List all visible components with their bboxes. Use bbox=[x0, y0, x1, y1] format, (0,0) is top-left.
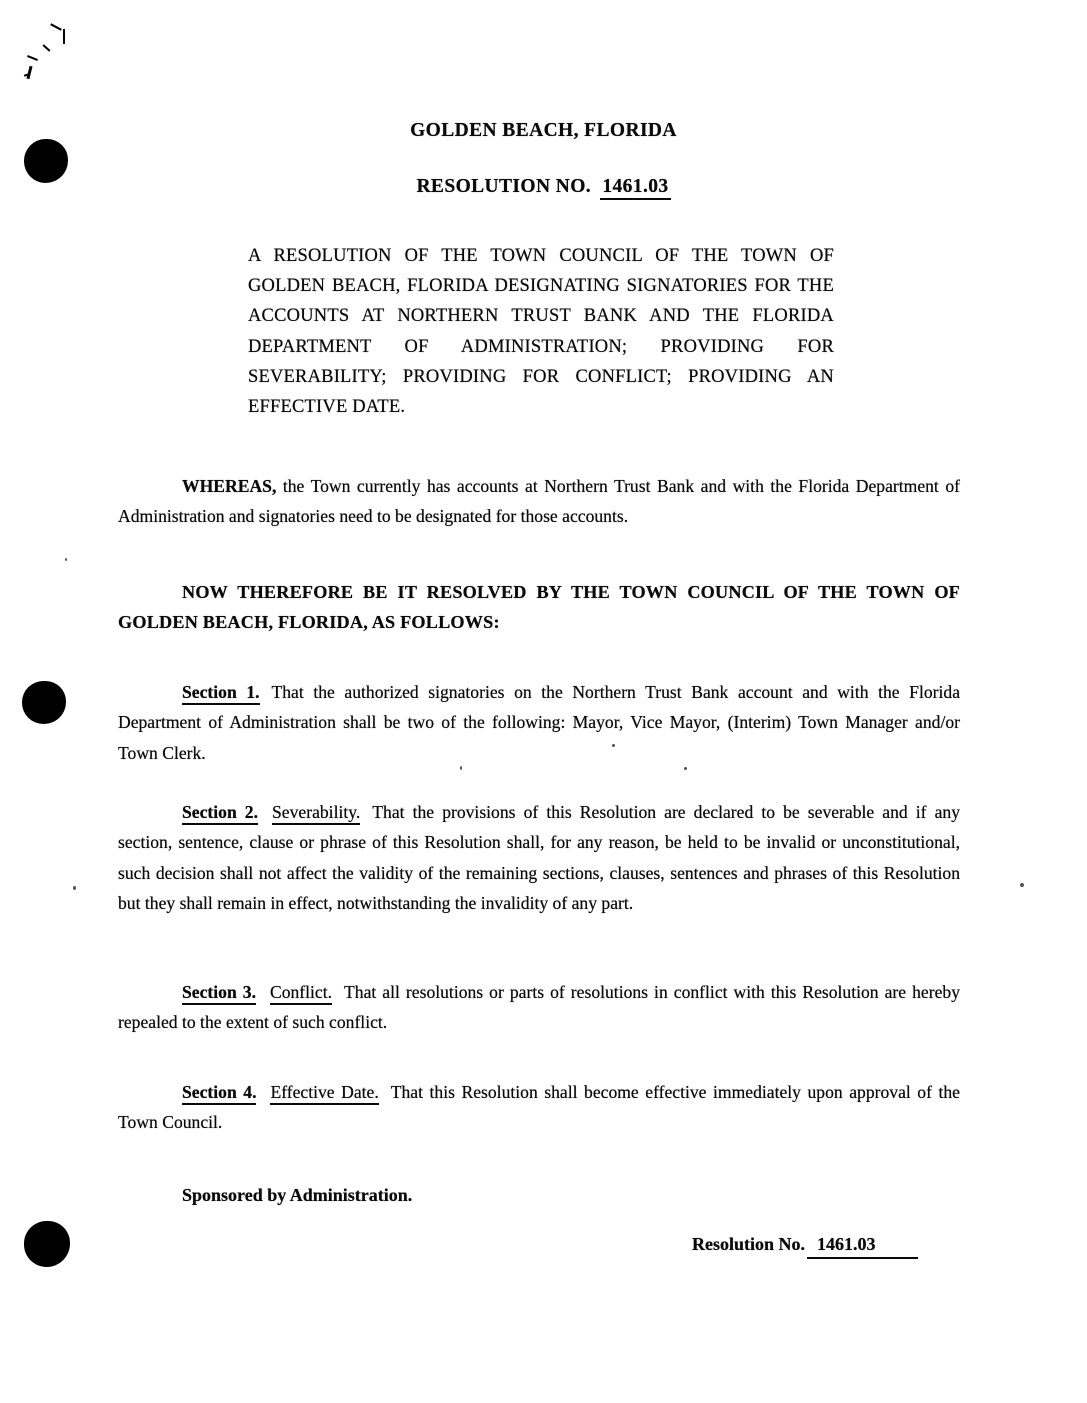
whereas-lead: WHEREAS, bbox=[182, 476, 277, 496]
resolved-clause: NOW THEREFORE BE IT RESOLVED BY THE TOWN COUNCIL OF THE TOWN OF GOLDEN BEACH, FLORIDA, AS FOLLOWS: bbox=[118, 582, 960, 633]
pen-scribble bbox=[50, 23, 62, 30]
section-4-heading: Section 4. bbox=[182, 1082, 256, 1105]
section-4-subheading: Effective Date. bbox=[270, 1082, 378, 1105]
pen-scribble bbox=[42, 44, 50, 52]
section-3-heading: Section 3. bbox=[182, 982, 256, 1005]
resolution-number: 1461.03 bbox=[600, 176, 670, 200]
resolution-label: RESOLUTION NO. bbox=[416, 176, 592, 197]
punch-hole-mark bbox=[22, 681, 66, 724]
scan-speck bbox=[65, 558, 67, 561]
sponsor-line: Sponsored by Administration. bbox=[182, 1185, 413, 1205]
section-3-paragraph bbox=[118, 977, 960, 1038]
section-2-text: That the provisions of this Resolution are declared to be severable and if any section, sentence, clause or phrase of this Resolution shall, for any reason, be held to be invalid or unconstitutional, such decision shall not affect the validity of the remaining sections, clauses, sentences and phrases of this Resolution but they shall remain in effect, notwithstanding the invalidity of any part. bbox=[118, 802, 960, 914]
document-title: GOLDEN BEACH, FLORIDA bbox=[410, 120, 677, 141]
footer-resolution-number bbox=[692, 1234, 918, 1255]
pen-scribble bbox=[63, 29, 65, 44]
resolution-number-heading bbox=[0, 176, 1087, 198]
section-2-paragraph bbox=[118, 797, 960, 919]
section-2-subheading: Severability. bbox=[272, 802, 360, 825]
footer-label: Resolution No. bbox=[692, 1234, 806, 1254]
section-1-heading: Section 1. bbox=[182, 682, 260, 705]
footer-number: 1461.03 bbox=[807, 1234, 918, 1259]
section-3-subheading: Conflict. bbox=[270, 982, 332, 1005]
punch-hole-mark bbox=[24, 1221, 70, 1267]
section-1-text: That the authorized signatories on the Northern Trust Bank account and with the Florida Department of Administration shall be two of the following: Mayor, Vice Mayor, (Interim) Town Manager and/or Town Clerk. bbox=[118, 682, 960, 763]
section-3-text: That all resolutions or parts of resolutions in conflict with this Resolution are hereby repealed to the extent of such conflict. bbox=[118, 982, 960, 1033]
whereas-clause bbox=[118, 471, 960, 532]
scan-speck bbox=[1020, 883, 1024, 887]
pen-scribble bbox=[27, 55, 38, 61]
section-1-paragraph bbox=[118, 677, 960, 768]
whereas-text: the Town currently has accounts at Northern Trust Bank and with the Florida Department of Administration and signatories need to be designated for those accounts. bbox=[118, 476, 960, 527]
resolution-summary: A RESOLUTION OF THE TOWN COUNCIL OF THE TOWN OF GOLDEN BEACH, FLORIDA DESIGNATING SIGNATORIES FOR THE ACCOUNTS AT NORTHERN TRUST BANK AND THE FLORIDA DEPARTMENT OF ADMINISTRATION; PROVIDING FOR SEVERABILITY; PROVIDING FOR CONFLICT; PROVIDING AN EFFECTIVE DATE. bbox=[248, 246, 834, 418]
section-2-heading: Section 2. bbox=[182, 802, 258, 825]
scan-speck bbox=[73, 886, 76, 890]
section-4-text: That this Resolution shall become effective immediately upon approval of the Town Council. bbox=[118, 1082, 960, 1133]
section-4-paragraph bbox=[118, 1077, 960, 1138]
